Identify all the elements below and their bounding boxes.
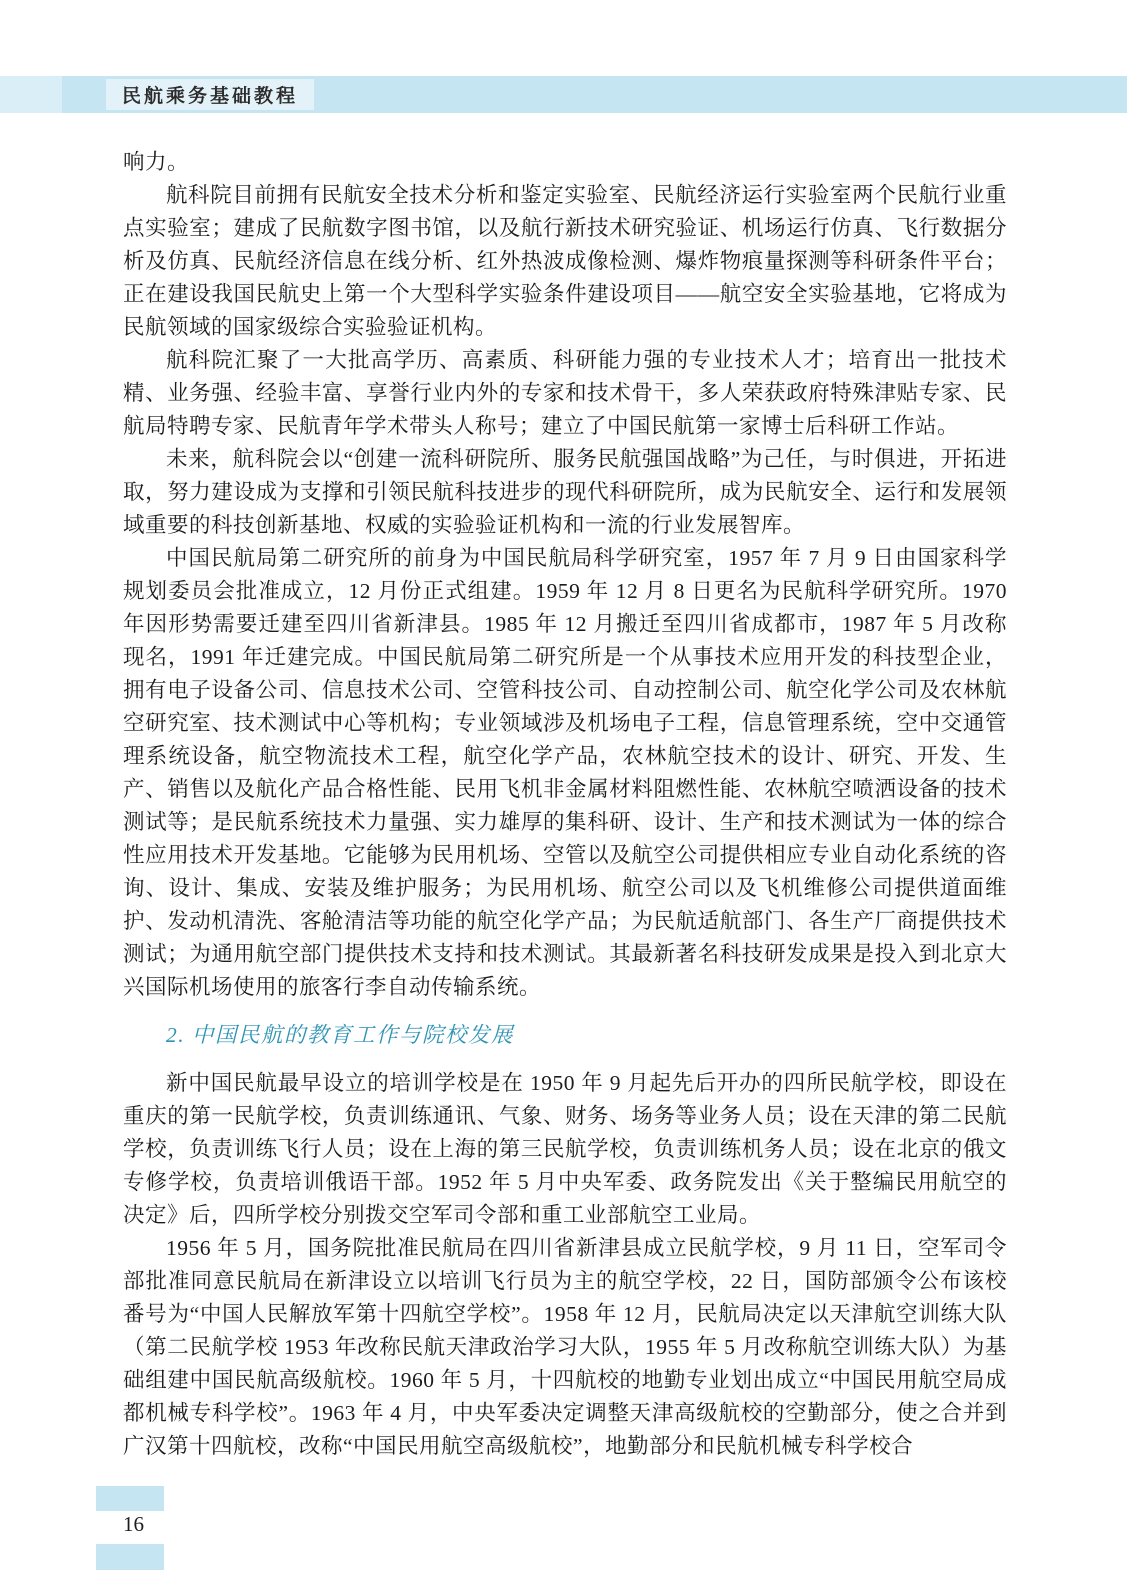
- paragraph: 1956 年 5 月，国务院批准民航局在四川省新津县成立民航学校，9 月 11 日，空军司令部批准同意民航局在新津设立以培训飞行员为主的航空学校，22 日，国防部颁令公布该校番号为“中国人民解放军第十四航空学校”。1958 年 12 月，民航局决定以天津航空训练大队（第二民航学校 1953 年改称民航天津政治学习大队，1955 年 5 月改称航空训练大队）为基础组建中国民航高级航校。1960 年 5 月，十四航校的地勤专业划出成立“中国民用航空局成都机械专科学校”。1963 年 4 月，中央军委决定调整天津高级航校的空勤部分，使之合并到广汉第十四航校，改称“中国民用航空高级航校”，地勤部分和民航机械专科学校合: [123, 1236, 1007, 1458]
- paragraph: 中国民航局第二研究所的前身为中国民航局科学研究室，1957 年 7 月 9 日由国家科学规划委员会批准成立，12 月份正式组建。1959 年 12 月 8 日更名为民航科学研究所。1970 年因形势需要迁建至四川省新津县。1985 年 12 月搬迁至四川省成都市，1987 年 5 月改称现名，1991 年迁建完成。中国民航局第二研究所是一个从事技术应用开发的科技型企业，拥有电子设备公司、信息技术公司、空管科技公司、自动控制公司、航空化学公司及农林航空研究室、技术测试中心等机构；专业领域涉及机场电子工程，信息管理系统，空中交通管理系统设备，航空物流技术工程，航空化学产品，农林航空技术的设计、研究、开发、生产、销售以及航化产品合格性能、民用飞机非金属材料阻燃性能、农林航空喷洒设备的技术测试等；是民航系统技术力量强、实力雄厚的集科研、设计、生产和技术测试为一体的综合性应用技术开发基地。它能够为民用机场、空管以及航空公司提供相应专业自动化系统的咨询、设计、集成、安装及维护服务；为民用机场、航空公司以及飞机维修公司提供道面维护、发动机清洗、客舱清洁等功能的航空化学产品；为民航适航部门、各生产厂商提供技术测试；为通用航空部门提供技术支持和技术测试。其最新著名科技研发成果是投入到北京大兴国际机场使用的旅客行李自动传输系统。: [123, 546, 1007, 999]
- paragraph-group-1: [123, 179, 1007, 1004]
- footer-decoration-top: [96, 1486, 164, 1511]
- paragraph: 新中国民航最早设立的培训学校是在 1950 年 9 月起先后开办的四所民航学校，即设在重庆的第一民航学校，负责训练通讯、气象、财务、场务等业务人员；设在天津的第二民航学校，负责训练飞行人员；设在上海的第三民航学校，负责训练机务人员；设在北京的俄文专修学校，负责培训俄语干部。1952 年 5 月中央军委、政务院发出《关于整编民用航空的决定》后，四所学校分别拨交空军司令部和重工业部航空工业局。: [123, 1071, 1007, 1227]
- paragraph-group-2: [123, 1067, 1007, 1463]
- footer-decoration-bottom: [96, 1544, 164, 1570]
- paragraph: 航科院目前拥有民航安全技术分析和鉴定实验室、民航经济运行实验室两个民航行业重点实验室；建成了民航数字图书馆，以及航行新技术研究验证、机场运行仿真、飞行数据分析及仿真、民航经济信息在线分析、红外热波成像检测、爆炸物痕量探测等科研条件平台；正在建设我国民航史上第一个大型科学实验条件建设项目——航空安全实验基地，它将成为民航领域的国家级综合实验验证机构。: [123, 183, 1007, 339]
- section-heading: 2. 中国民航的教育工作与院校发展: [166, 1023, 515, 1047]
- header-corner-block: [0, 76, 62, 113]
- continuation-paragraph: 响力。: [123, 150, 190, 174]
- header-title-chip: [106, 79, 314, 110]
- page-content: [123, 146, 1007, 1463]
- page-number: 16: [123, 1512, 144, 1536]
- paragraph: 航科院汇聚了一大批高学历、高素质、科研能力强的专业技术人才；培育出一批技术精、业务强、经验丰富、享誉行业内外的专家和技术骨干，多人荣获政府特殊津贴专家、民航局特聘专家、民航青年学术带头人称号；建立了中国民航第一家博士后科研工作站。: [123, 348, 1007, 438]
- book-title: 民航乘务基础教程: [122, 86, 299, 107]
- paragraph: 未来，航科院会以“创建一流科研院所、服务民航强国战略”为己任，与时俱进，开拓进取，努力建设成为支撑和引领民航科技进步的现代科研院所，成为民航安全、运行和发展领域重要的科技创新基地、权威的实验验证机构和一流的行业发展智库。: [123, 447, 1007, 537]
- header-band: [0, 76, 1127, 113]
